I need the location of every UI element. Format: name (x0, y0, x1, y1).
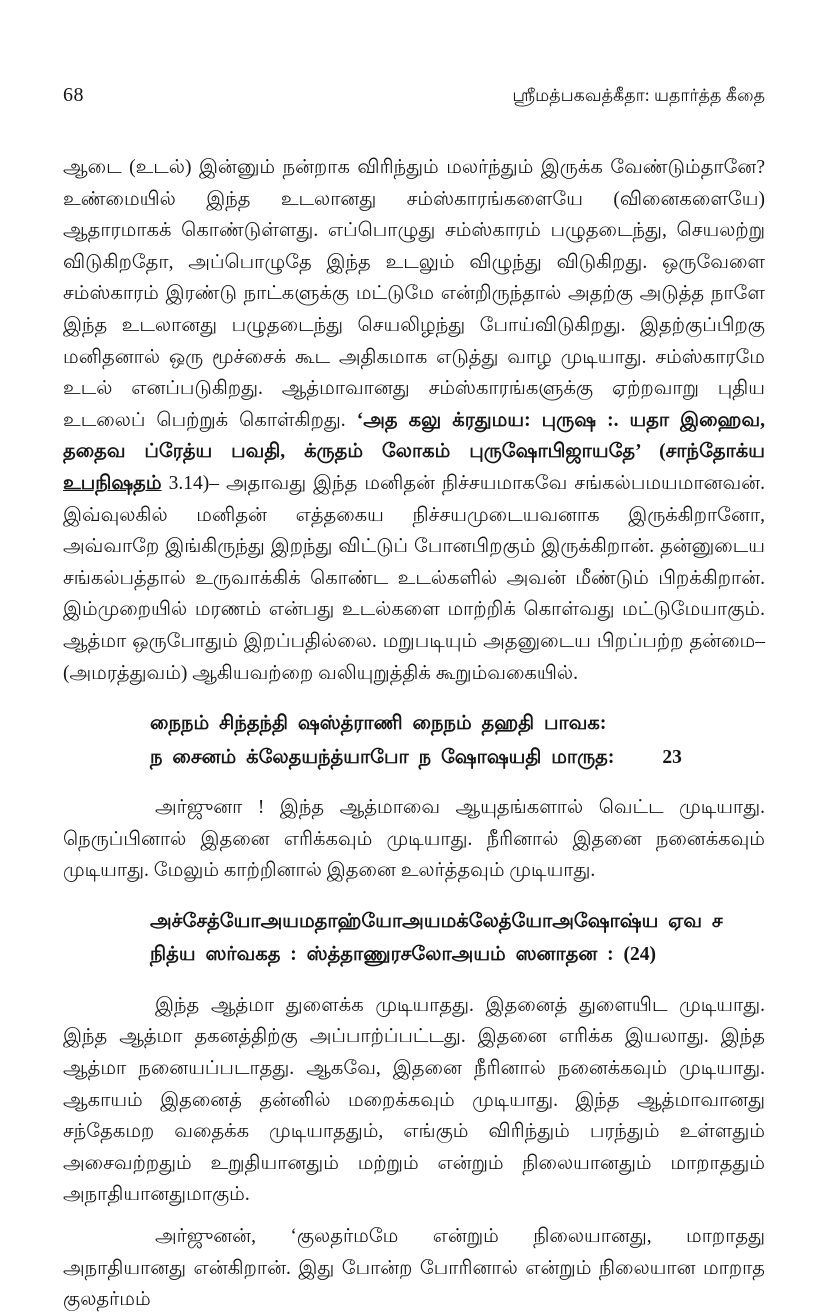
page-number: 68 (63, 84, 84, 106)
page-body (63, 152, 765, 1316)
paragraph-body-continuation (63, 152, 765, 689)
verse-number: 23 (662, 746, 682, 768)
text-run: ‘அத கலு க்ரதுமய: புருஷ :. யதா இஹைவ, ததைவ ப்ரேத்ய பவதி, க்ருதம் லோகம் புருஷோபிஜாயதே’ (சாந்தோக்ய (63, 409, 765, 463)
verse-23-line-1 (150, 707, 765, 741)
text-run: ஆடை (உடல்) இன்னும் நன்றாக விரிந்தும் மலர்ந்தும் இருக்க வேண்டும்தானே? உண்மையில் இந்த உடலானது சம்ஸ்காரங்களையே (வினைகளையே) ஆதாரமாகக் கொண்டுள்ளது. எப்பொழுது சம்ஸ்காரம் பழுதடைந்து, செயலற்று விடுகிறதோ, அப்பொழுதே இந்த உடலும் விழுந்து விடுகிறது. ஒருவேளை சம்ஸ்காரம் இரண்டு நாட்களுக்கு மட்டுமே என்றிருந்தால் அதற்கு அடுத்த நாளே இந்த உடலானது பழுதடைந்து செயலிழந்து போய்விடுகிறது. இதற்குப்பிறகு மனிதனால் ஒரு மூச்சைக் கூட அதிகமாக எடுத்து வாழ முடியாது. சம்ஸ்காரமே உடல் எனப்படுகிறது. ஆத்மாவானது சம்ஸ்காரங்களுக்கு ஏற்றவாறு புதிய உடலைப் பெற்றுக் கொள்கிறது. (63, 157, 765, 431)
text-run: உபநிஷதம் (63, 472, 162, 494)
running-title: ஸ்ரீமத்பகவத்கீதா: யதார்த்த கீதை (512, 85, 765, 105)
page-header (63, 84, 765, 108)
paragraph-verse23-meaning: அர்ஜுனா ! இந்த ஆத்மாவை ஆயுதங்களால் வெட்ட முடியாது. நெருப்பினால் இதனை எரிக்கவும் முடியாது. நீரினால் இதனை நனைக்கவும் முடியாது. மேலும் காற்றினால் இதனை உலர்த்தவும் முடியாது. (63, 797, 765, 882)
verse-text: ந சைனம் க்லேதயந்த்யாபோ ந ஷோஷயதி மாருத: (150, 746, 615, 768)
text-run: அதாவது இந்த மனிதன் நிச்சயமாகவே சங்கல்பமயமானவன். இவ்வுலகில் மனிதன் எத்தகைய நிச்சயமுடையவனாக இருக்கிறானோ, அவ்வாறே இங்கிருந்து இறந்து விட்டுப் போனபிறகும் இருக்கிறான். தன்னுடைய சங்கல்பத்தால் உருவாக்கிக் கொண்ட உடல்களில் அவன் மீண்டும் பிறக்கிறான். இம்முறையில் மரணம் என்பது உடல்களை மாற்றிக் கொள்வது மட்டுமேயாகும். ஆத்மா ஒருபோதும் இறப்பதில்லை. மறுபடியும் அதனுடைய பிறப்பற்ற தன்மை– (அமரத்துவம்) ஆகியவற்றை வலியுறுத்திக் கூறும்வகையில். (63, 472, 765, 684)
paragraph-arjuna-kuladharma: அர்ஜுனன், ‘குலதர்மமே என்றும் நிலையானது, மாறாதது அநாதியானது என்கிறான். இது போன்ற போரினால் என்றும் நிலையான மாறாத குலதர்மம் (63, 1226, 765, 1311)
paragraph-verse24-meaning: இந்த ஆத்மா துளைக்க முடியாதது. இதனைத் துளையிட முடியாது. இந்த ஆத்மா தகனத்திற்கு அப்பாற்ப்பட்டது. இதனை எரிக்க இயலாது. இந்த ஆத்மா நனையப்படாதது. ஆகவே, இதனை நீரினால் நனைக்கவும் முடியாது. ஆகாயம் இதனைத் தன்னில் மறைக்கவும் முடியாது. இந்த ஆத்மாவானது சந்தேகமற வதைக்க முடியாததும், எங்கும் விரிந்தும் பரந்தும் உள்ளதும் அசைவற்றதும் உறுதியானதும் மற்றும் என்றும் நிலையானதும் மாறாததும் அநாதியானதுமாகும். (63, 994, 765, 1206)
verse-24-line-1: அச்சேத்யோஅயமதாஹ்யோஅயமக்லேத்யோஅஷோஷ்ய ஏவ ச (150, 910, 723, 932)
verse-23 (150, 707, 765, 774)
verse-23-line-2 (150, 741, 765, 775)
verse-24-line-2: நித்ய ஸர்வகத : ஸ்த்தாணுரசலோஅயம் ஸனாதன : (24) (150, 944, 656, 966)
verse-24 (150, 905, 765, 972)
text-run: 3.14)– (161, 472, 226, 494)
verse-text: நைநம் சிந்தந்தி ஷஸ்த்ராணி நைநம் தஹதி பாவக: (150, 713, 607, 735)
